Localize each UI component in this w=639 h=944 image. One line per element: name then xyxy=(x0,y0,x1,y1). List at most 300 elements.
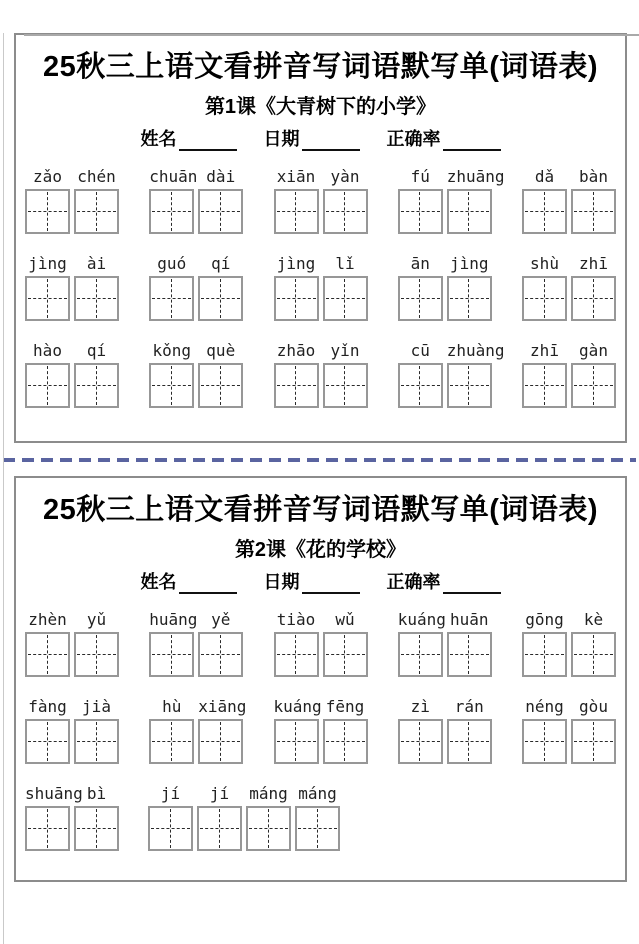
grid-vertical-dash xyxy=(96,192,97,231)
grid-vertical-dash xyxy=(47,809,48,848)
grid-box-line xyxy=(398,189,492,234)
tianzige-writing-box xyxy=(274,719,319,764)
grid-box-line xyxy=(398,276,492,321)
tianzige-writing-box xyxy=(323,719,368,764)
tianzige-writing-box xyxy=(323,363,368,408)
grid-horizontal-dash xyxy=(77,741,116,742)
grid-box-line xyxy=(149,632,243,677)
pinyin-syllable: kǒng xyxy=(152,341,192,360)
word-group xyxy=(274,610,368,677)
grid-box-line xyxy=(148,806,340,851)
grid-horizontal-dash xyxy=(249,828,288,829)
grid-box-line xyxy=(274,276,368,321)
pinyin-line xyxy=(522,610,616,630)
grid-vertical-dash xyxy=(171,192,172,231)
grid-vertical-dash xyxy=(593,279,594,318)
grid-horizontal-dash xyxy=(525,654,564,655)
sheet-title: 25秋三上语文看拼音写词语默写单(词语表) xyxy=(42,51,599,83)
grid-vertical-dash xyxy=(593,635,594,674)
grid-horizontal-dash xyxy=(152,741,191,742)
pinyin-syllable: jìng xyxy=(28,254,67,273)
pinyin-syllable: zhuāng xyxy=(446,167,505,186)
grid-horizontal-dash xyxy=(525,741,564,742)
word-group xyxy=(25,784,119,851)
pinyin-syllable: hù xyxy=(162,697,182,716)
date-field xyxy=(264,128,360,151)
pinyin-line xyxy=(398,167,505,187)
tianzige-writing-box xyxy=(25,189,70,234)
pinyin-word-rows xyxy=(21,167,620,408)
pinyin-line xyxy=(149,341,243,361)
sheet-title: 25秋三上语文看拼音写词语默写单(词语表) xyxy=(42,494,599,526)
word-group xyxy=(274,254,368,321)
accuracy-label: 正确率 xyxy=(386,572,441,592)
word-group xyxy=(398,254,492,321)
accuracy-blank-line xyxy=(443,574,501,594)
word-group xyxy=(522,341,616,408)
grid-horizontal-dash xyxy=(201,211,240,212)
grid-vertical-dash xyxy=(468,722,469,761)
grid-vertical-dash xyxy=(220,635,221,674)
tianzige-writing-box xyxy=(571,632,616,677)
grid-horizontal-dash xyxy=(574,298,613,299)
pinyin-syllable: fàng xyxy=(28,697,67,716)
word-group xyxy=(398,167,505,234)
grid-box-line xyxy=(149,189,243,234)
grid-horizontal-dash xyxy=(277,741,316,742)
pinyin-syllable: dài xyxy=(206,167,236,186)
pinyin-syllable: què xyxy=(206,341,236,360)
tianzige-writing-box xyxy=(198,632,243,677)
grid-box-line xyxy=(274,363,368,408)
grid-vertical-dash xyxy=(47,192,48,231)
grid-vertical-dash xyxy=(468,366,469,405)
grid-horizontal-dash xyxy=(28,828,67,829)
word-group xyxy=(149,610,243,677)
tianzige-writing-box xyxy=(522,632,567,677)
grid-horizontal-dash xyxy=(200,828,239,829)
tianzige-writing-box xyxy=(149,276,194,321)
pinyin-line xyxy=(274,610,368,630)
grid-box-line xyxy=(522,189,616,234)
grid-vertical-dash xyxy=(544,279,545,318)
tianzige-writing-box xyxy=(398,632,443,677)
worksheet-section-lesson-2 xyxy=(14,476,627,882)
grid-vertical-dash xyxy=(544,635,545,674)
word-group xyxy=(25,254,119,321)
name-label: 姓名 xyxy=(140,572,177,592)
grid-vertical-dash xyxy=(171,279,172,318)
word-row xyxy=(25,610,616,677)
pinyin-syllable: jí xyxy=(160,784,181,803)
word-group xyxy=(149,341,243,408)
worksheet-section-lesson-1 xyxy=(14,33,627,443)
tianzige-writing-box xyxy=(447,189,492,234)
tianzige-writing-box xyxy=(25,719,70,764)
pinyin-line xyxy=(274,167,368,187)
pinyin-syllable: qí xyxy=(211,254,231,273)
accuracy-field xyxy=(387,128,501,151)
grid-horizontal-dash xyxy=(326,298,365,299)
grid-vertical-dash xyxy=(96,366,97,405)
pinyin-syllable: wǔ xyxy=(335,610,355,629)
tianzige-writing-box xyxy=(25,276,70,321)
grid-box-line xyxy=(274,632,368,677)
pinyin-line xyxy=(25,254,119,274)
tianzige-writing-box xyxy=(571,363,616,408)
grid-horizontal-dash xyxy=(450,385,489,386)
grid-vertical-dash xyxy=(468,635,469,674)
grid-vertical-dash xyxy=(468,279,469,318)
grid-box-line xyxy=(25,806,119,851)
tianzige-writing-box xyxy=(323,632,368,677)
tianzige-writing-box xyxy=(198,363,243,408)
grid-horizontal-dash xyxy=(525,298,564,299)
tianzige-writing-box xyxy=(522,276,567,321)
grid-box-line xyxy=(522,719,616,764)
pinyin-syllable: dǎ xyxy=(534,167,555,186)
tianzige-writing-box xyxy=(522,189,567,234)
tianzige-writing-box xyxy=(571,719,616,764)
pinyin-syllable: lǐ xyxy=(335,254,355,273)
grid-horizontal-dash xyxy=(574,211,613,212)
word-row xyxy=(25,697,616,764)
pinyin-line xyxy=(274,254,368,274)
grid-box-line xyxy=(398,632,492,677)
tianzige-writing-box xyxy=(25,363,70,408)
word-group xyxy=(274,341,368,408)
grid-vertical-dash xyxy=(295,722,296,761)
pinyin-line xyxy=(398,341,505,361)
grid-vertical-dash xyxy=(220,192,221,231)
pinyin-syllable: kuáng xyxy=(397,610,446,629)
grid-horizontal-dash xyxy=(326,385,365,386)
tianzige-writing-box xyxy=(522,719,567,764)
grid-vertical-dash xyxy=(544,722,545,761)
grid-vertical-dash xyxy=(593,722,594,761)
grid-horizontal-dash xyxy=(450,211,489,212)
tianzige-writing-box xyxy=(149,632,194,677)
word-group xyxy=(522,254,616,321)
grid-vertical-dash xyxy=(295,635,296,674)
pinyin-line xyxy=(274,697,368,717)
grid-horizontal-dash xyxy=(326,211,365,212)
pinyin-syllable: zǎo xyxy=(33,167,62,186)
grid-box-line xyxy=(522,363,616,408)
grid-horizontal-dash xyxy=(201,385,240,386)
pinyin-syllable: jí xyxy=(209,784,230,803)
pinyin-syllable: kè xyxy=(583,610,604,629)
word-group xyxy=(25,167,119,234)
tianzige-writing-box xyxy=(148,806,193,851)
pinyin-syllable: zhī xyxy=(530,341,559,360)
pinyin-syllable: rán xyxy=(454,697,484,716)
pinyin-syllable: yě xyxy=(211,610,231,629)
grid-box-line xyxy=(25,719,119,764)
word-group xyxy=(398,697,492,764)
pinyin-line xyxy=(522,697,616,717)
grid-vertical-dash xyxy=(47,279,48,318)
pinyin-syllable: jìng xyxy=(449,254,489,273)
pinyin-syllable: jià xyxy=(82,697,111,716)
tianzige-writing-box xyxy=(74,276,119,321)
grid-vertical-dash xyxy=(220,366,221,405)
pinyin-syllable: gàn xyxy=(579,341,608,360)
grid-vertical-dash xyxy=(593,192,594,231)
pinyin-word-rows xyxy=(21,610,620,851)
tianzige-writing-box xyxy=(74,806,119,851)
date-label: 日期 xyxy=(263,572,300,592)
grid-vertical-dash xyxy=(544,366,545,405)
grid-horizontal-dash xyxy=(326,654,365,655)
tianzige-writing-box xyxy=(571,276,616,321)
grid-horizontal-dash xyxy=(450,298,489,299)
tianzige-writing-box xyxy=(323,276,368,321)
grid-vertical-dash xyxy=(47,366,48,405)
tianzige-writing-box xyxy=(149,363,194,408)
pinyin-syllable: yǔ xyxy=(86,610,107,629)
grid-horizontal-dash xyxy=(277,654,316,655)
tianzige-writing-box xyxy=(74,189,119,234)
grid-vertical-dash xyxy=(419,722,420,761)
pinyin-syllable: yǐn xyxy=(330,341,360,360)
tianzige-writing-box xyxy=(398,363,443,408)
grid-vertical-dash xyxy=(268,809,269,848)
grid-horizontal-dash xyxy=(401,385,440,386)
name-blank-line xyxy=(179,131,237,151)
grid-horizontal-dash xyxy=(77,298,116,299)
grid-horizontal-dash xyxy=(28,654,67,655)
grid-horizontal-dash xyxy=(201,298,240,299)
tianzige-writing-box xyxy=(571,189,616,234)
grid-vertical-dash xyxy=(96,722,97,761)
grid-box-line xyxy=(149,276,243,321)
pinyin-syllable: huān xyxy=(449,610,489,629)
pinyin-syllable: zhāo xyxy=(276,341,316,360)
pinyin-line xyxy=(398,610,492,630)
grid-horizontal-dash xyxy=(401,211,440,212)
pinyin-syllable: gòu xyxy=(579,697,608,716)
grid-horizontal-dash xyxy=(28,385,67,386)
grid-vertical-dash xyxy=(468,192,469,231)
grid-horizontal-dash xyxy=(401,298,440,299)
pinyin-syllable: zì xyxy=(410,697,430,716)
pinyin-line xyxy=(149,610,243,630)
grid-horizontal-dash xyxy=(152,385,191,386)
tianzige-writing-box xyxy=(198,719,243,764)
date-blank-line xyxy=(302,574,360,594)
tianzige-writing-box xyxy=(274,276,319,321)
pinyin-line xyxy=(398,697,492,717)
lesson-subtitle: 第2课《花的学校》 xyxy=(234,539,407,561)
grid-horizontal-dash xyxy=(152,211,191,212)
grid-vertical-dash xyxy=(344,279,345,318)
name-field xyxy=(141,571,237,594)
grid-vertical-dash xyxy=(47,722,48,761)
scan-left-edge-line xyxy=(3,33,4,944)
word-group xyxy=(148,784,340,851)
grid-vertical-dash xyxy=(171,722,172,761)
tianzige-writing-box xyxy=(295,806,340,851)
grid-box-line xyxy=(522,632,616,677)
date-field xyxy=(264,571,360,594)
word-row xyxy=(25,254,616,321)
pinyin-line xyxy=(149,167,243,187)
grid-box-line xyxy=(25,189,119,234)
grid-vertical-dash xyxy=(96,635,97,674)
tianzige-writing-box xyxy=(274,632,319,677)
pinyin-syllable: fú xyxy=(410,167,430,186)
pinyin-syllable: gōng xyxy=(525,610,564,629)
grid-box-line xyxy=(274,719,368,764)
date-blank-line xyxy=(302,131,360,151)
grid-vertical-dash xyxy=(295,192,296,231)
tianzige-writing-box xyxy=(447,719,492,764)
grid-horizontal-dash xyxy=(401,741,440,742)
word-group xyxy=(25,341,119,408)
tianzige-writing-box xyxy=(274,363,319,408)
tianzige-writing-box xyxy=(25,806,70,851)
grid-horizontal-dash xyxy=(525,211,564,212)
grid-vertical-dash xyxy=(295,279,296,318)
pinyin-syllable: máng xyxy=(249,784,288,803)
tianzige-writing-box xyxy=(447,363,492,408)
grid-horizontal-dash xyxy=(152,654,191,655)
tianzige-writing-box xyxy=(522,363,567,408)
grid-box-line xyxy=(398,363,492,408)
meta-line xyxy=(21,128,620,151)
pinyin-syllable: hào xyxy=(33,341,62,360)
word-group xyxy=(25,697,119,764)
grid-box-line xyxy=(25,632,119,677)
pinyin-line xyxy=(149,254,243,274)
grid-vertical-dash xyxy=(295,366,296,405)
grid-vertical-dash xyxy=(171,366,172,405)
grid-box-line xyxy=(25,276,119,321)
grid-vertical-dash xyxy=(171,635,172,674)
grid-vertical-dash xyxy=(96,279,97,318)
grid-horizontal-dash xyxy=(277,298,316,299)
pinyin-syllable: xiāng xyxy=(198,697,247,716)
grid-vertical-dash xyxy=(419,279,420,318)
pinyin-syllable: zhèn xyxy=(28,610,67,629)
word-group xyxy=(149,254,243,321)
tianzige-writing-box xyxy=(74,363,119,408)
accuracy-field xyxy=(387,571,501,594)
pinyin-syllable: yàn xyxy=(330,167,360,186)
pinyin-line xyxy=(522,167,616,187)
pinyin-syllable: qí xyxy=(86,341,107,360)
grid-vertical-dash xyxy=(317,809,318,848)
grid-vertical-dash xyxy=(170,809,171,848)
grid-horizontal-dash xyxy=(298,828,337,829)
pinyin-syllable: xiān xyxy=(276,167,316,186)
date-label: 日期 xyxy=(263,129,300,149)
tianzige-writing-box xyxy=(323,189,368,234)
pinyin-line xyxy=(25,784,119,804)
tianzige-writing-box xyxy=(246,806,291,851)
grid-box-line xyxy=(274,189,368,234)
grid-horizontal-dash xyxy=(326,741,365,742)
grid-vertical-dash xyxy=(344,635,345,674)
pinyin-syllable: bì xyxy=(86,784,107,803)
grid-horizontal-dash xyxy=(525,385,564,386)
word-group xyxy=(25,610,119,677)
word-group xyxy=(522,610,616,677)
grid-horizontal-dash xyxy=(28,298,67,299)
pinyin-line xyxy=(522,341,616,361)
grid-horizontal-dash xyxy=(77,385,116,386)
word-group xyxy=(274,167,368,234)
pinyin-syllable: fēng xyxy=(325,697,365,716)
accuracy-blank-line xyxy=(443,131,501,151)
tianzige-writing-box xyxy=(25,632,70,677)
grid-vertical-dash xyxy=(344,366,345,405)
pinyin-line xyxy=(25,341,119,361)
grid-vertical-dash xyxy=(344,192,345,231)
grid-box-line xyxy=(149,719,243,764)
grid-box-line xyxy=(398,719,492,764)
tianzige-writing-box xyxy=(447,276,492,321)
pinyin-syllable: máng xyxy=(298,784,337,803)
name-label: 姓名 xyxy=(140,129,177,149)
grid-horizontal-dash xyxy=(77,828,116,829)
grid-horizontal-dash xyxy=(77,654,116,655)
pinyin-line xyxy=(149,697,247,717)
grid-box-line xyxy=(149,363,243,408)
grid-horizontal-dash xyxy=(28,741,67,742)
tianzige-writing-box xyxy=(198,189,243,234)
tianzige-writing-box xyxy=(198,276,243,321)
pinyin-syllable: kuáng xyxy=(273,697,322,716)
grid-vertical-dash xyxy=(220,279,221,318)
tianzige-writing-box xyxy=(197,806,242,851)
grid-vertical-dash xyxy=(419,635,420,674)
tianzige-writing-box xyxy=(274,189,319,234)
grid-box-line xyxy=(522,276,616,321)
pinyin-syllable: guó xyxy=(157,254,187,273)
pinyin-line xyxy=(25,610,119,630)
tianzige-writing-box xyxy=(398,189,443,234)
grid-vertical-dash xyxy=(344,722,345,761)
grid-horizontal-dash xyxy=(277,211,316,212)
word-group xyxy=(398,610,492,677)
pinyin-syllable: chén xyxy=(77,167,116,186)
pinyin-syllable: shuāng xyxy=(25,784,83,803)
section-divider-dashed-line xyxy=(3,458,636,462)
grid-horizontal-dash xyxy=(28,211,67,212)
grid-vertical-dash xyxy=(593,366,594,405)
scan-top-edge-line xyxy=(24,34,639,36)
grid-vertical-dash xyxy=(219,809,220,848)
pinyin-syllable: chuān xyxy=(149,167,198,186)
pinyin-syllable: zhuàng xyxy=(446,341,505,360)
name-field xyxy=(141,128,237,151)
tianzige-writing-box xyxy=(398,719,443,764)
pinyin-syllable: ān xyxy=(410,254,430,273)
word-group xyxy=(398,341,505,408)
grid-vertical-dash xyxy=(419,192,420,231)
lesson-subtitle: 第1课《大青树下的小学》 xyxy=(204,96,437,118)
pinyin-line xyxy=(25,697,119,717)
pinyin-syllable: jìng xyxy=(276,254,316,273)
pinyin-syllable: néng xyxy=(525,697,564,716)
word-group xyxy=(522,697,616,764)
grid-horizontal-dash xyxy=(450,654,489,655)
grid-horizontal-dash xyxy=(401,654,440,655)
tianzige-writing-box xyxy=(447,632,492,677)
name-blank-line xyxy=(179,574,237,594)
